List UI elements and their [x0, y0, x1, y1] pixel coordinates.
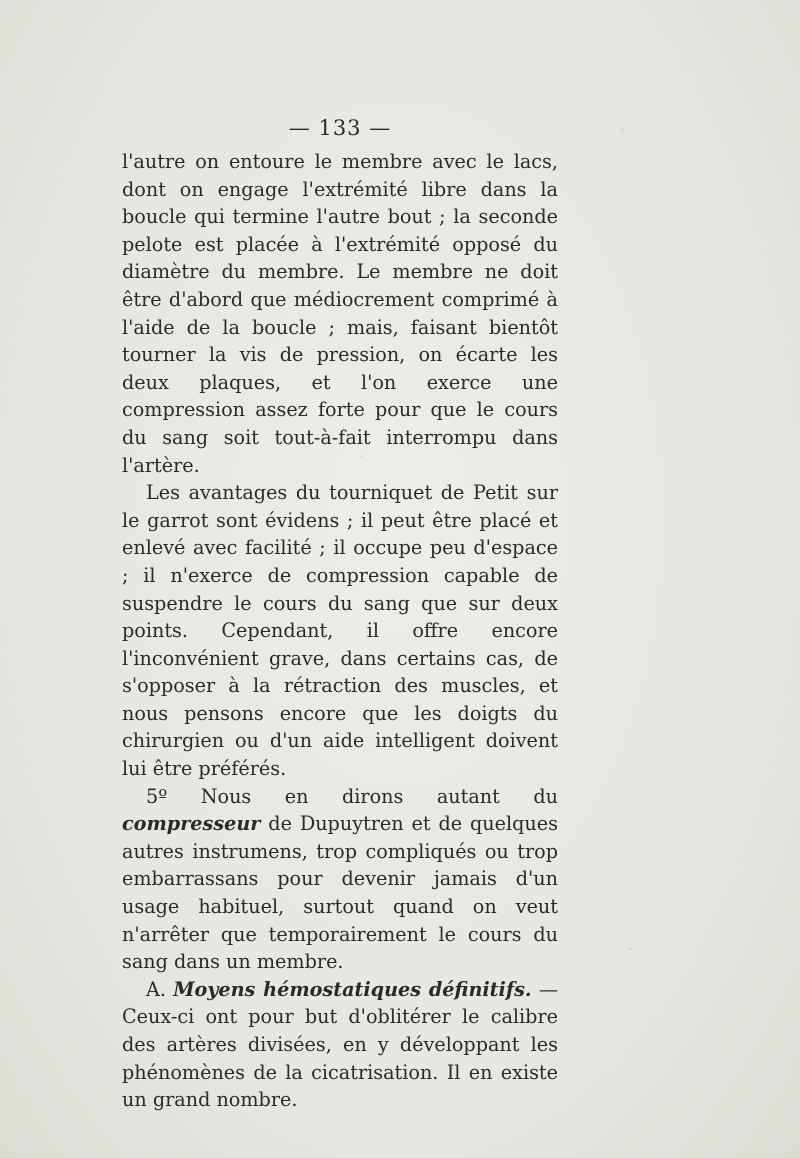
paragraph-compresseur	[122, 783, 558, 976]
page-number: — 133 —	[288, 116, 392, 140]
paragraph-tourniquet: Les avantages du tourniquet de Petit sur le garrot sont évidens ; il peut être placé et enlevé avec facilité ; il occupe peu d'espace ; il n'exerce de compression capable de suspendre le cours du sang que sur deux points. Cependant, il offre encore l'inconvénient grave, dans certains cas, de s'opposer à la rétraction des muscles, et nous pensons encore que les doigts du chirurgien ou d'un aide intelligent doivent lui être préférés.	[122, 481, 558, 781]
emphasis-term: compresseur	[122, 812, 261, 836]
body-text	[122, 148, 558, 1114]
paragraph-suffix: de Dupuytren et de quelques autres instrumens, trop compliqués ou trop embarrassans pour devenir jamais d'un usage habituel, surtout quand on veut n'arrêter que temporairement le cours du sang dans un membre.	[122, 812, 558, 974]
paragraph-continued: l'autre on entoure le membre avec le lacs, dont on engage l'extrémité libre dans la boucle qui termine l'autre bout ; la seconde pelote est placée à l'extrémité opposé du diamètre du membre. Le membre ne doit être d'abord que médiocrement comprimé à l'aide de la boucle ; mais, faisant bientôt tourner la vis de pression, on écarte les deux plaques, et l'on exerce une compression assez forte pour que le cours du sang soit tout-à-fait interrompu dans l'artère.	[122, 150, 558, 477]
paper-speck	[628, 948, 633, 950]
paragraph-prefix: A.	[146, 977, 174, 1001]
paragraph-moyens	[122, 976, 558, 1114]
section-heading: Moyens hémostatiques définitifs.	[173, 977, 532, 1001]
paragraph-suffix: — Ceux-ci ont pour but d'oblitérer le calibre des artères divisées, en y développant les phénomènes de la cicatrisation. Il en existe un grand nombre.	[122, 977, 559, 1112]
paragraph-prefix: 5º Nous en dirons autant du	[146, 784, 558, 808]
